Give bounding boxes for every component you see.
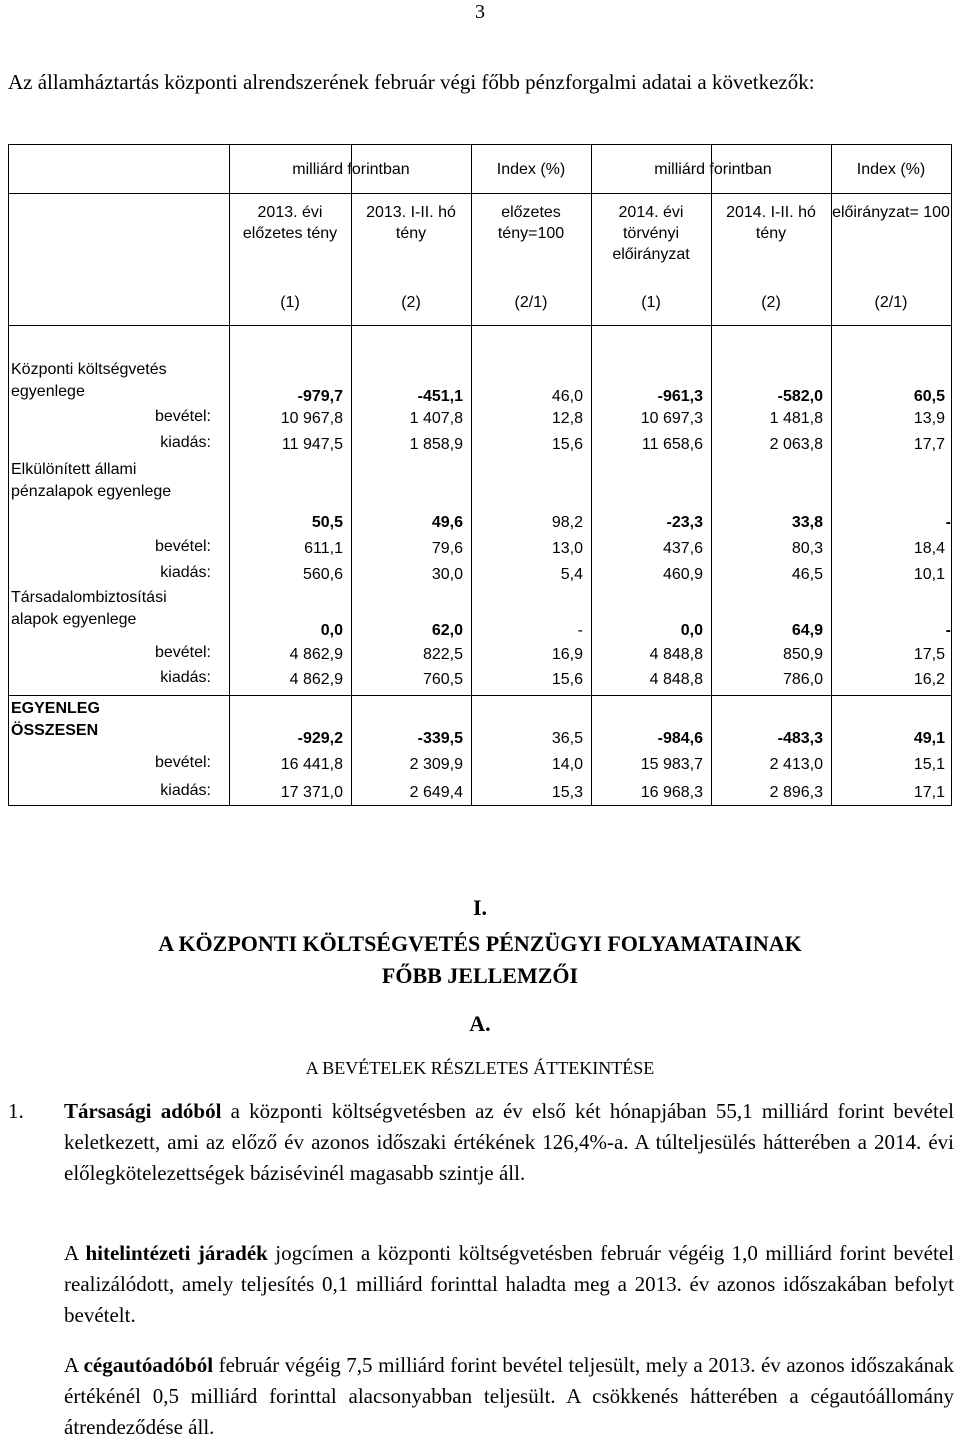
row-label-income: bevétel:: [154, 408, 211, 425]
table-cell: 11 658,6: [641, 436, 703, 453]
group-header-huf-2013: milliárd forintban: [292, 161, 410, 178]
column-header: 2013. I-II. hó tény: [366, 204, 456, 242]
table-cell: 1 858,9: [409, 436, 463, 453]
row-label-expense: kiadás:: [160, 669, 211, 686]
table-cell: 1 481,8: [769, 410, 823, 427]
group-header-huf-2014: milliárd forintban: [654, 161, 772, 178]
paragraph-body: február végéig 7,5 milliárd forint bevétel teljesült, mely a 2013. év azonos időszakának értékénél 0,5 milliárd forinttal alacsonyabban teljesült. A csökkenés hátterében a cégautóállomány átrendeződése áll.: [64, 1353, 955, 1439]
table-cell: 36,5: [551, 730, 583, 747]
chapter-number: I.: [472, 895, 488, 920]
table-cell: 49,6: [431, 514, 463, 531]
table-cell: 13,0: [551, 540, 583, 557]
paragraph-start: A: [64, 1353, 84, 1377]
table-cell: 786,0: [782, 671, 823, 688]
table-cell: 13,9: [913, 410, 945, 427]
paragraph-body: jogcímen a központi költségvetésben február végéig 1,0 milliárd forint bevétel realizálódott, amely teljesítés 0,1 milliárd forinttal haladta meg a 2013. év azonos időszakában befolyt bevételt.: [64, 1241, 954, 1327]
row-label-income: bevétel:: [154, 538, 211, 555]
table-cell: 17,1: [913, 784, 945, 801]
table-cell: 14,0: [551, 756, 583, 773]
row-label-income: bevétel:: [154, 644, 211, 661]
column-code: (1): [641, 294, 661, 311]
table-cell: -23,3: [666, 514, 703, 531]
table-cell: 2 309,9: [409, 756, 463, 773]
table-cell: 0,0: [320, 622, 343, 639]
table-cell: 822,5: [422, 646, 463, 663]
table-cell: 2 896,3: [769, 784, 823, 801]
table-vline: [711, 145, 712, 805]
table-cell: 18,4: [913, 540, 945, 557]
table-cell: 11 947,5: [281, 436, 343, 453]
column-header: 2013. évi előzetes tény: [242, 204, 338, 242]
table-cell: 10 697,3: [640, 410, 703, 427]
paragraph-body: a központi költségvetésben az év első két hónapjában 55,1 milliárd forint bevétel keletkezett, ami az előző év azonos időszaki értékének 126,4%-a. A túlteljesülés hátterében a 2014. évi előlegkötelezettségek bázisévinél magasabb szintje áll.: [64, 1099, 954, 1185]
table-cell: 79,6: [431, 540, 463, 557]
table-cell: 4 862,9: [289, 646, 343, 663]
column-code: (2/1): [874, 294, 908, 311]
table-cell: 2 063,8: [769, 436, 823, 453]
table-cell: 5,4: [560, 566, 583, 583]
table-cell: 12,8: [551, 410, 583, 427]
table-cell: 15,6: [551, 436, 583, 453]
table-cell: 10 967,8: [280, 410, 343, 427]
row-label-expense: kiadás:: [160, 782, 211, 799]
section-title: Központi költségvetés egyenlege: [11, 361, 167, 400]
column-code: (2/1): [514, 294, 548, 311]
table-cell: -582,0: [777, 388, 823, 405]
table-vline: [471, 145, 472, 805]
table-cell: 4 848,8: [649, 671, 703, 688]
finance-table: [8, 144, 952, 806]
table-cell: -984,6: [657, 730, 703, 747]
table-hsep: [9, 193, 951, 194]
table-cell: 4 862,9: [289, 671, 343, 688]
table-cell: 15 983,7: [640, 756, 703, 773]
table-vline: [351, 145, 352, 805]
table-cell: 437,6: [662, 540, 703, 557]
column-code: (2): [401, 294, 421, 311]
table-cell: -961,3: [657, 388, 703, 405]
table-vline: [831, 145, 832, 805]
table-cell: 98,2: [551, 514, 583, 531]
table-cell: 460,9: [662, 566, 703, 583]
table-cell: 17,5: [913, 646, 945, 663]
table-cell: 30,0: [431, 566, 463, 583]
table-cell: -483,3: [777, 730, 823, 747]
table-cell: 2 649,4: [409, 784, 463, 801]
column-header: 2014. évi törvényi előirányzat: [612, 204, 690, 263]
table-cell: -339,5: [417, 730, 463, 747]
table-cell: 611,1: [304, 540, 343, 557]
group-header-index-2014: Index (%): [856, 161, 926, 178]
paragraph-start: A: [64, 1241, 86, 1265]
column-header: előirányzat= 100: [832, 204, 950, 221]
table-cell: 16 441,8: [280, 756, 343, 773]
section-subtitle: A BEVÉTELEK RÉSZLETES ÁTTEKINTÉSE: [305, 1058, 655, 1078]
row-label-income: bevétel:: [154, 754, 211, 771]
table-cell: 15,6: [551, 671, 583, 688]
paragraph-number: 1.: [8, 1099, 24, 1123]
table-hsep: [9, 325, 951, 326]
section-title: Elkülönített állami pénzalapok egyenlege: [11, 461, 172, 500]
paragraph-company-car-tax: [64, 1350, 954, 1443]
row-label-expense: kiadás:: [160, 564, 211, 581]
column-header: előzetes tény=100: [497, 204, 565, 242]
paragraph-corporate-tax: [64, 1096, 954, 1189]
table-cell: 0,0: [680, 622, 703, 639]
table-cell: -: [945, 622, 951, 639]
row-label-expense: kiadás:: [160, 434, 211, 451]
paragraph-bold-term: Társasági adóból: [64, 1099, 222, 1123]
paragraph-bold-term: cégautóadóból: [83, 1353, 214, 1377]
table-cell: -: [577, 622, 583, 639]
table-cell: 50,5: [311, 514, 343, 531]
chapter-title-line1: A KÖZPONTI KÖLTSÉGVETÉS PÉNZÜGYI FOLYAMATAINAK: [158, 931, 802, 956]
group-header-index-2013: Index (%): [496, 161, 566, 178]
table-cell: -979,7: [297, 388, 343, 405]
chapter-title-line2: FŐBB JELLEMZŐI: [381, 963, 579, 988]
table-cell: 16,2: [913, 671, 945, 688]
paragraph-bold-term: hitelintézeti járadék: [85, 1241, 268, 1265]
table-cell: 4 848,8: [649, 646, 703, 663]
table-hsep: [9, 695, 951, 696]
table-cell: 16 968,3: [640, 784, 703, 801]
table-cell: 62,0: [431, 622, 463, 639]
intro-paragraph: Az államháztartás központi alrendszerének február végi főbb pénzforgalmi adatai a következők:: [8, 70, 815, 94]
table-cell: 49,1: [913, 730, 945, 747]
page-number: 3: [475, 1, 485, 23]
table-cell: 1 407,8: [409, 410, 463, 427]
column-code: (2): [761, 294, 781, 311]
table-cell: -: [945, 514, 951, 531]
column-code: (1): [280, 294, 300, 311]
section-title: Társadalombiztosítási alapok egyenlege: [11, 589, 167, 628]
table-cell: 760,5: [422, 671, 463, 688]
table-cell: 33,8: [791, 514, 823, 531]
table-cell: 560,6: [302, 566, 343, 583]
table-cell: 17,7: [913, 436, 945, 453]
table-cell: -929,2: [297, 730, 343, 747]
table-vline: [229, 145, 230, 805]
section-letter: A.: [469, 1011, 491, 1036]
paragraph-bank-levy: [64, 1238, 954, 1331]
table-cell: 10,1: [913, 566, 945, 583]
table-cell: 17 371,0: [280, 784, 343, 801]
table-cell: 60,5: [913, 388, 945, 405]
table-cell: 64,9: [791, 622, 823, 639]
table-cell: 16,9: [551, 646, 583, 663]
table-cell: 15,1: [913, 756, 945, 773]
column-header: 2014. I-II. hó tény: [726, 204, 816, 242]
table-cell: 850,9: [782, 646, 823, 663]
table-cell: 46,5: [791, 566, 823, 583]
table-cell: 80,3: [791, 540, 823, 557]
table-cell: 2 413,0: [769, 756, 823, 773]
table-cell: 46,0: [551, 388, 583, 405]
table-cell: 15,3: [551, 784, 583, 801]
section-title-total: EGYENLEG ÖSSZESEN: [11, 700, 100, 739]
table-cell: -451,1: [417, 388, 463, 405]
